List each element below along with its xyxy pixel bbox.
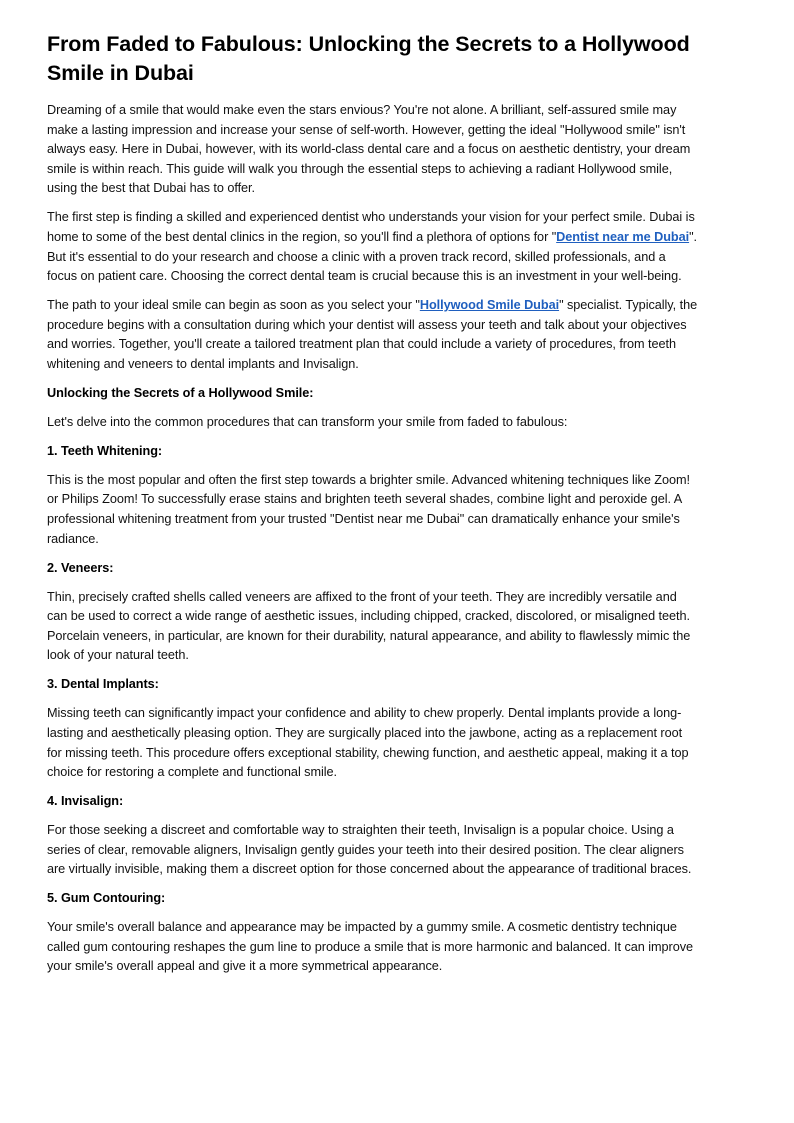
- section-body-invisalign: For those seeking a discreet and comfortable way to straighten their teeth, Invisalign is a popular choice. Using a series of clear, removable aligners, Invisalign gently guides your teeth into their desired position. The clear aligners are virtually invisible, making them a discreet option for those concerned about the appearance of traditional braces.: [47, 823, 692, 877]
- section-heading-veneers: 2. Veneers:: [47, 560, 114, 575]
- section-body-dental-implants: Missing teeth can significantly impact your confidence and ability to chew properly. Dental implants provide a long-lasting and aesthetically pleasing option. They are surgically placed into the jawbone, acting as a replacement root for missing teeth. This procedure offers exceptional stability, chewing function, and aesthetic appeal, making it a top choice for restoring a complete and functional smile.: [47, 706, 689, 780]
- section-heading-invisalign: 4. Invisalign:: [47, 794, 124, 809]
- secrets-heading: Unlocking the Secrets of a Hollywood Smile:: [47, 385, 314, 400]
- section-heading-dental-implants: 3. Dental Implants:: [47, 677, 159, 692]
- section-heading-teeth-whitening: 1. Teeth Whitening:: [47, 443, 163, 458]
- section-body-teeth-whitening: This is the most popular and often the first step towards a brighter smile. Advanced whitening techniques like Zoom! or Philips Zoom! To successfully erase stains and brighten teeth several shades, combine light and peroxide gel. A professional whitening treatment from your trusted "Dentist near me Dubai" can dramatically enhance your smile's radiance.: [47, 472, 691, 546]
- dentist-paragraph-text-before: The first step is finding a skilled and experienced dentist who understands your vision for your perfect smile. Dubai is home to some of the best dental clinics in the region, so you'll find a plethora of options for ": [47, 210, 695, 244]
- dentist-paragraph-text-after: ". But it's essential to do your research and choose a clinic with a proven track record, skilled professionals, and a focus on patient care. Choosing the correct dental team is crucial because this is an investment in your well-being.: [47, 229, 698, 284]
- specialist-paragraph-text-before: The path to your ideal smile can begin as soon as you select your ": [47, 298, 420, 313]
- article-title: From Faded to Fabulous: Unlocking the Secrets to a Hollywood Smile in Dubai: [47, 32, 690, 85]
- dentist-paragraph: [47, 208, 699, 286]
- specialist-paragraph: [47, 296, 699, 374]
- section-body-veneers: Thin, precisely crafted shells called veneers are affixed to the front of your teeth. They are incredibly versatile and can be used to correct a wide range of aesthetic issues, including chipped, cracked, discolored, or misaligned teeth. Porcelain veneers, in particular, are known for their durability, natural appearance, and ability to flawlessly mimic the look of your natural teeth.: [47, 589, 691, 663]
- secrets-intro: Let's delve into the common procedures that can transform your smile from faded to fabulous:: [47, 414, 568, 429]
- section-body-gum-contouring: Your smile's overall balance and appearance may be impacted by a gummy smile. A cosmetic dentistry technique called gum contouring reshapes the gum line to produce a smile that is more harmonic and balanced. It can improve your smile's overall appeal and give it a more symmetrical appearance.: [47, 920, 693, 974]
- specialist-paragraph-text-after: " specialist. Typically, the procedure begins with a consultation during which your dentist will assess your teeth and talk about your objectives and worries. Together, you'll create a tailored treatment plan that could include a variety of procedures, from teeth whitening and veneers to dental implants and Invisalign.: [47, 298, 698, 371]
- hollywood-smile-dubai-link[interactable]: Hollywood Smile Dubai: [419, 298, 560, 313]
- intro-paragraph: Dreaming of a smile that would make even the stars envious? You're not alone. A brilliant, self-assured smile may make a lasting impression and increase your sense of self-worth. However, getting the ideal "Hollywood smile" isn't always easy. Here in Dubai, however, with its world-class dental care and a focus on aesthetic dentistry, your dream smile is within reach. This guide will walk you through the essential steps to achieving a radiant Hollywood smile, using the best that Dubai has to offer.: [47, 103, 691, 196]
- dentist-near-me-dubai-link[interactable]: Dentist near me Dubai: [556, 229, 690, 244]
- document-page: [47, 30, 699, 986]
- section-heading-gum-contouring: 5. Gum Contouring:: [47, 891, 166, 906]
